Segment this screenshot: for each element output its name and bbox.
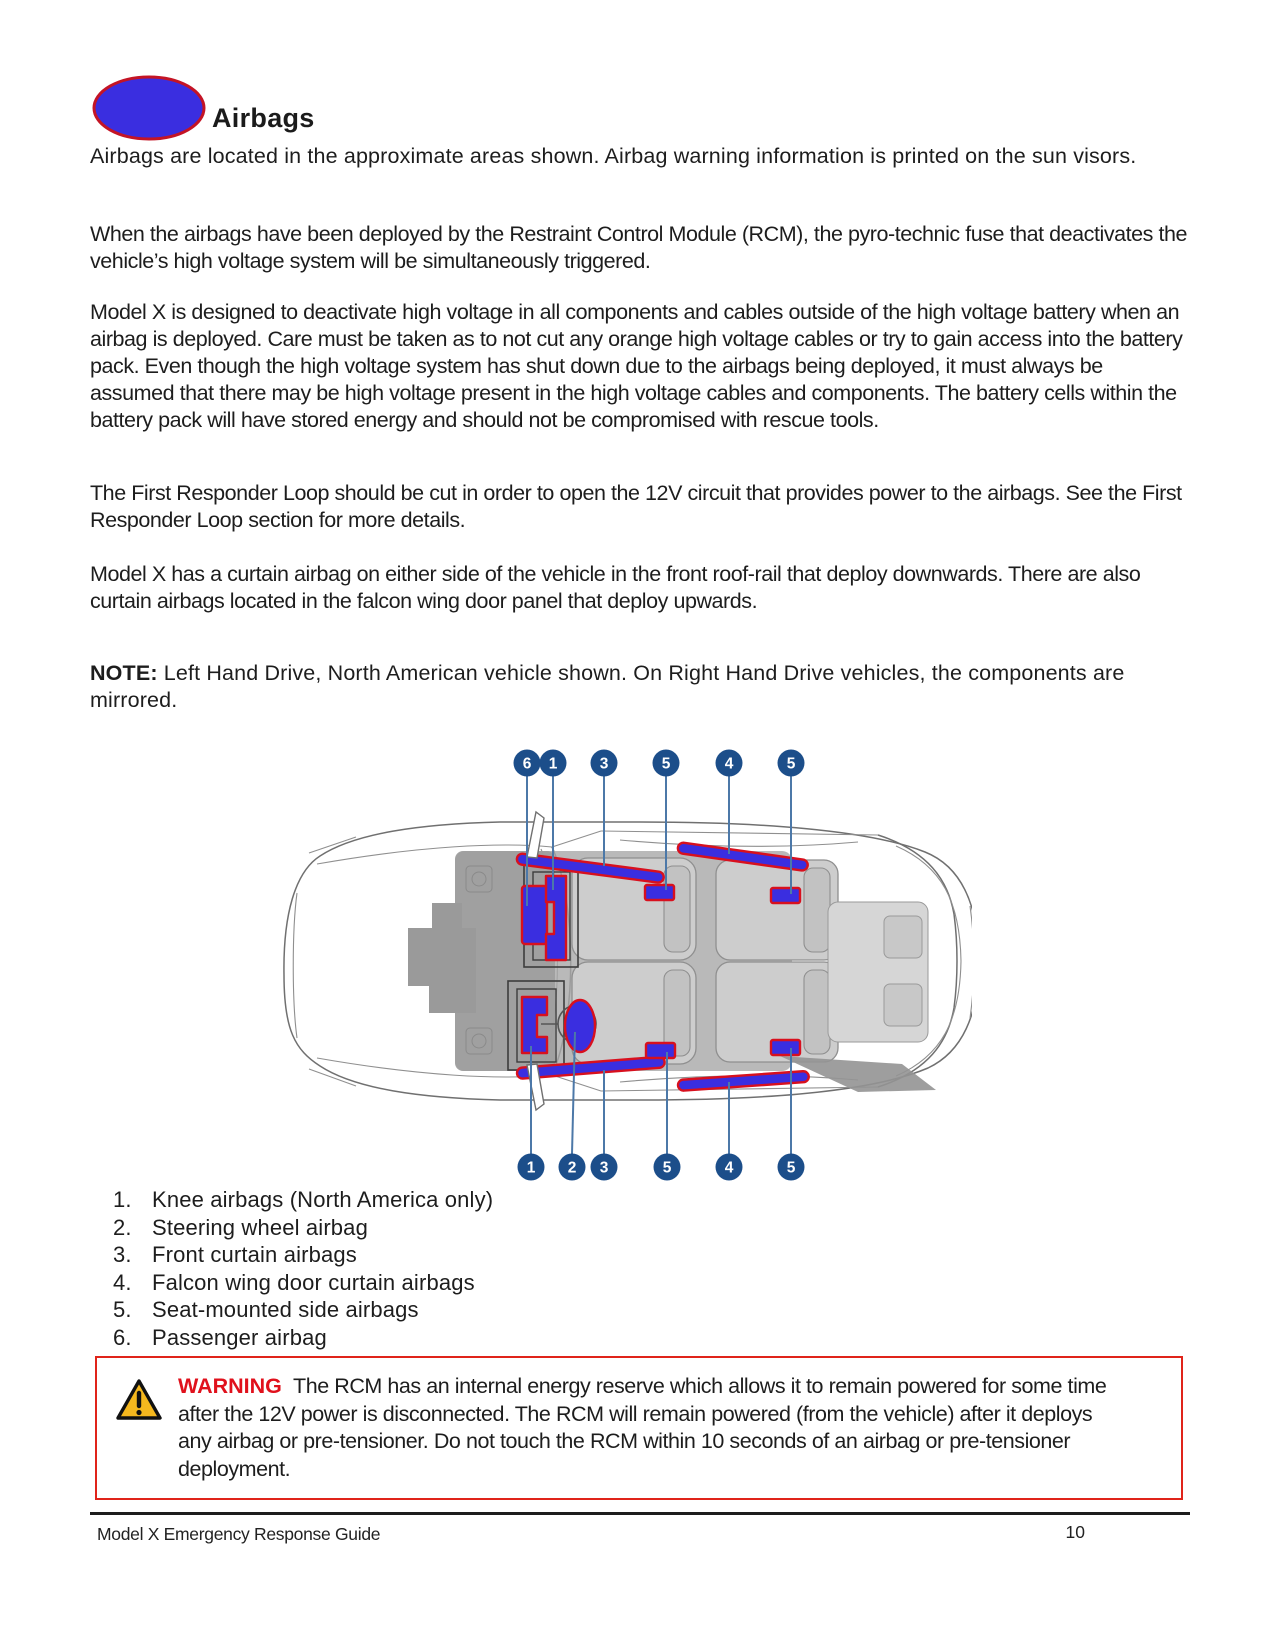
list-item xyxy=(113,1296,493,1324)
third-row-headrest-right xyxy=(884,984,922,1026)
warning-body: The RCM has an internal energy reserve which allows it to remain powered for some time after the 12V power is disconnected. The RCM will remain powered (from the vehicle) after it deploys any airbag or pre-tensioner. Do not touch the RCM within 10 seconds of an airbag or pre-tensioner deployment. xyxy=(178,1374,1107,1481)
list-item xyxy=(113,1241,493,1269)
footer-document-title: Model X Emergency Response Guide xyxy=(97,1524,381,1544)
paragraph-intro: Airbags are located in the approximate areas shown. Airbag warning information is printed on the sun visors. xyxy=(90,144,1137,168)
list-item-text: Steering wheel airbag xyxy=(152,1214,368,1240)
footer-page-number: 10 xyxy=(1065,1522,1085,1542)
footer-divider xyxy=(90,1512,1190,1515)
list-item-number: 3. xyxy=(113,1242,132,1268)
front-component-small xyxy=(432,903,462,929)
front-passenger-seatback xyxy=(664,866,690,952)
list-item-text: Falcon wing door curtain airbags xyxy=(152,1269,475,1295)
list-item xyxy=(113,1186,493,1214)
page-title: Airbags xyxy=(212,103,315,133)
callout-num-bottom-4: 5 xyxy=(662,1159,672,1177)
callout-num-top-5: 4 xyxy=(724,755,734,773)
callout-num-bottom-1: 1 xyxy=(526,1159,536,1177)
airbag-passenger xyxy=(522,886,547,944)
warning-box xyxy=(95,1356,1183,1500)
list-item-text: Seat-mounted side airbags xyxy=(152,1297,419,1323)
second-row-left-seatback xyxy=(804,868,830,952)
list-item-text: Passenger airbag xyxy=(152,1324,327,1350)
list-item-text: Front curtain airbags xyxy=(152,1242,357,1268)
section-marker-ellipse xyxy=(90,73,208,143)
callout-num-bottom-3: 3 xyxy=(599,1159,609,1177)
paragraph-rcm-fuse: When the airbags have been deployed by the Restraint Control Module (RCM), the pyro-technic fuse that deactivates the vehicle’s high voltage system will be simultaneously triggered. xyxy=(90,222,1188,273)
paragraph-high-voltage: Model X is designed to deactivate high voltage in all components and cables outside of the high voltage battery when an airbag is deployed. Care must be taken as to not cut any orange high voltage cables or try to gain access into the battery pack. Even though the high voltage system has shut down due to the airbags being deployed, it must always be assumed that there may be high voltage present in the high voltage cables and components. The battery cells within the battery pack will have stored energy and should not be compromised with rescue tools. xyxy=(90,300,1183,432)
callout-num-top-4: 5 xyxy=(661,755,671,773)
callout-num-top-2: 1 xyxy=(548,755,558,773)
callout-num-bottom-6: 5 xyxy=(786,1159,796,1177)
airbag-symbol-icon xyxy=(94,77,204,139)
third-row-headrest-left xyxy=(884,916,922,958)
list-item-number: 1. xyxy=(113,1187,132,1212)
airbag-seat-side-rear-bottom xyxy=(771,1040,800,1055)
callout-num-top-1: 6 xyxy=(522,755,532,773)
airbag-location-diagram xyxy=(248,740,972,1188)
list-item xyxy=(113,1214,493,1242)
airbag-seat-side-front-top xyxy=(645,885,674,900)
callout-num-bottom-5: 4 xyxy=(724,1159,734,1177)
airbag-seat-side-front-bottom xyxy=(646,1043,675,1058)
list-item-number: 2. xyxy=(113,1214,132,1240)
paragraph-curtain-airbags: Model X has a curtain airbag on either side of the vehicle in the front roof-rail that deploy downwards. There are also curtain airbags located in the falcon wing door panel that deploy upwards. xyxy=(90,562,1141,613)
airbag-seat-side-rear-top xyxy=(771,888,800,903)
front-component xyxy=(408,928,476,1013)
note-label: NOTE: xyxy=(90,661,158,685)
callout-num-top-6: 5 xyxy=(786,755,796,773)
airbag-legend-list xyxy=(113,1186,493,1352)
list-item-number: 5. xyxy=(113,1297,132,1323)
note-text: Left Hand Drive, North American vehicle shown. On Right Hand Drive vehicles, the components are mirrored. xyxy=(90,661,1125,712)
callout-num-top-3: 3 xyxy=(599,755,609,773)
warning-text xyxy=(178,1373,1113,1485)
list-item-text: Knee airbags (North America only) xyxy=(152,1187,494,1212)
callout-num-bottom-2: 2 xyxy=(567,1159,577,1177)
callouts-bottom xyxy=(518,1154,805,1181)
paragraph-first-responder-loop: The First Responder Loop should be cut in order to open the 12V circuit that provides power to the airbags. See the First Responder Loop section for more details. xyxy=(90,481,1182,532)
list-item-number: 4. xyxy=(113,1269,132,1295)
second-row-right-seatback xyxy=(804,970,830,1054)
paragraph-note xyxy=(90,660,1192,714)
list-item-number: 6. xyxy=(113,1324,132,1350)
callouts-top xyxy=(514,750,805,777)
warning-label: WARNING xyxy=(178,1374,282,1398)
warning-triangle-icon xyxy=(115,1373,163,1485)
list-item xyxy=(113,1324,493,1352)
airbag-steering-wheel xyxy=(565,1000,595,1052)
list-item xyxy=(113,1269,493,1297)
